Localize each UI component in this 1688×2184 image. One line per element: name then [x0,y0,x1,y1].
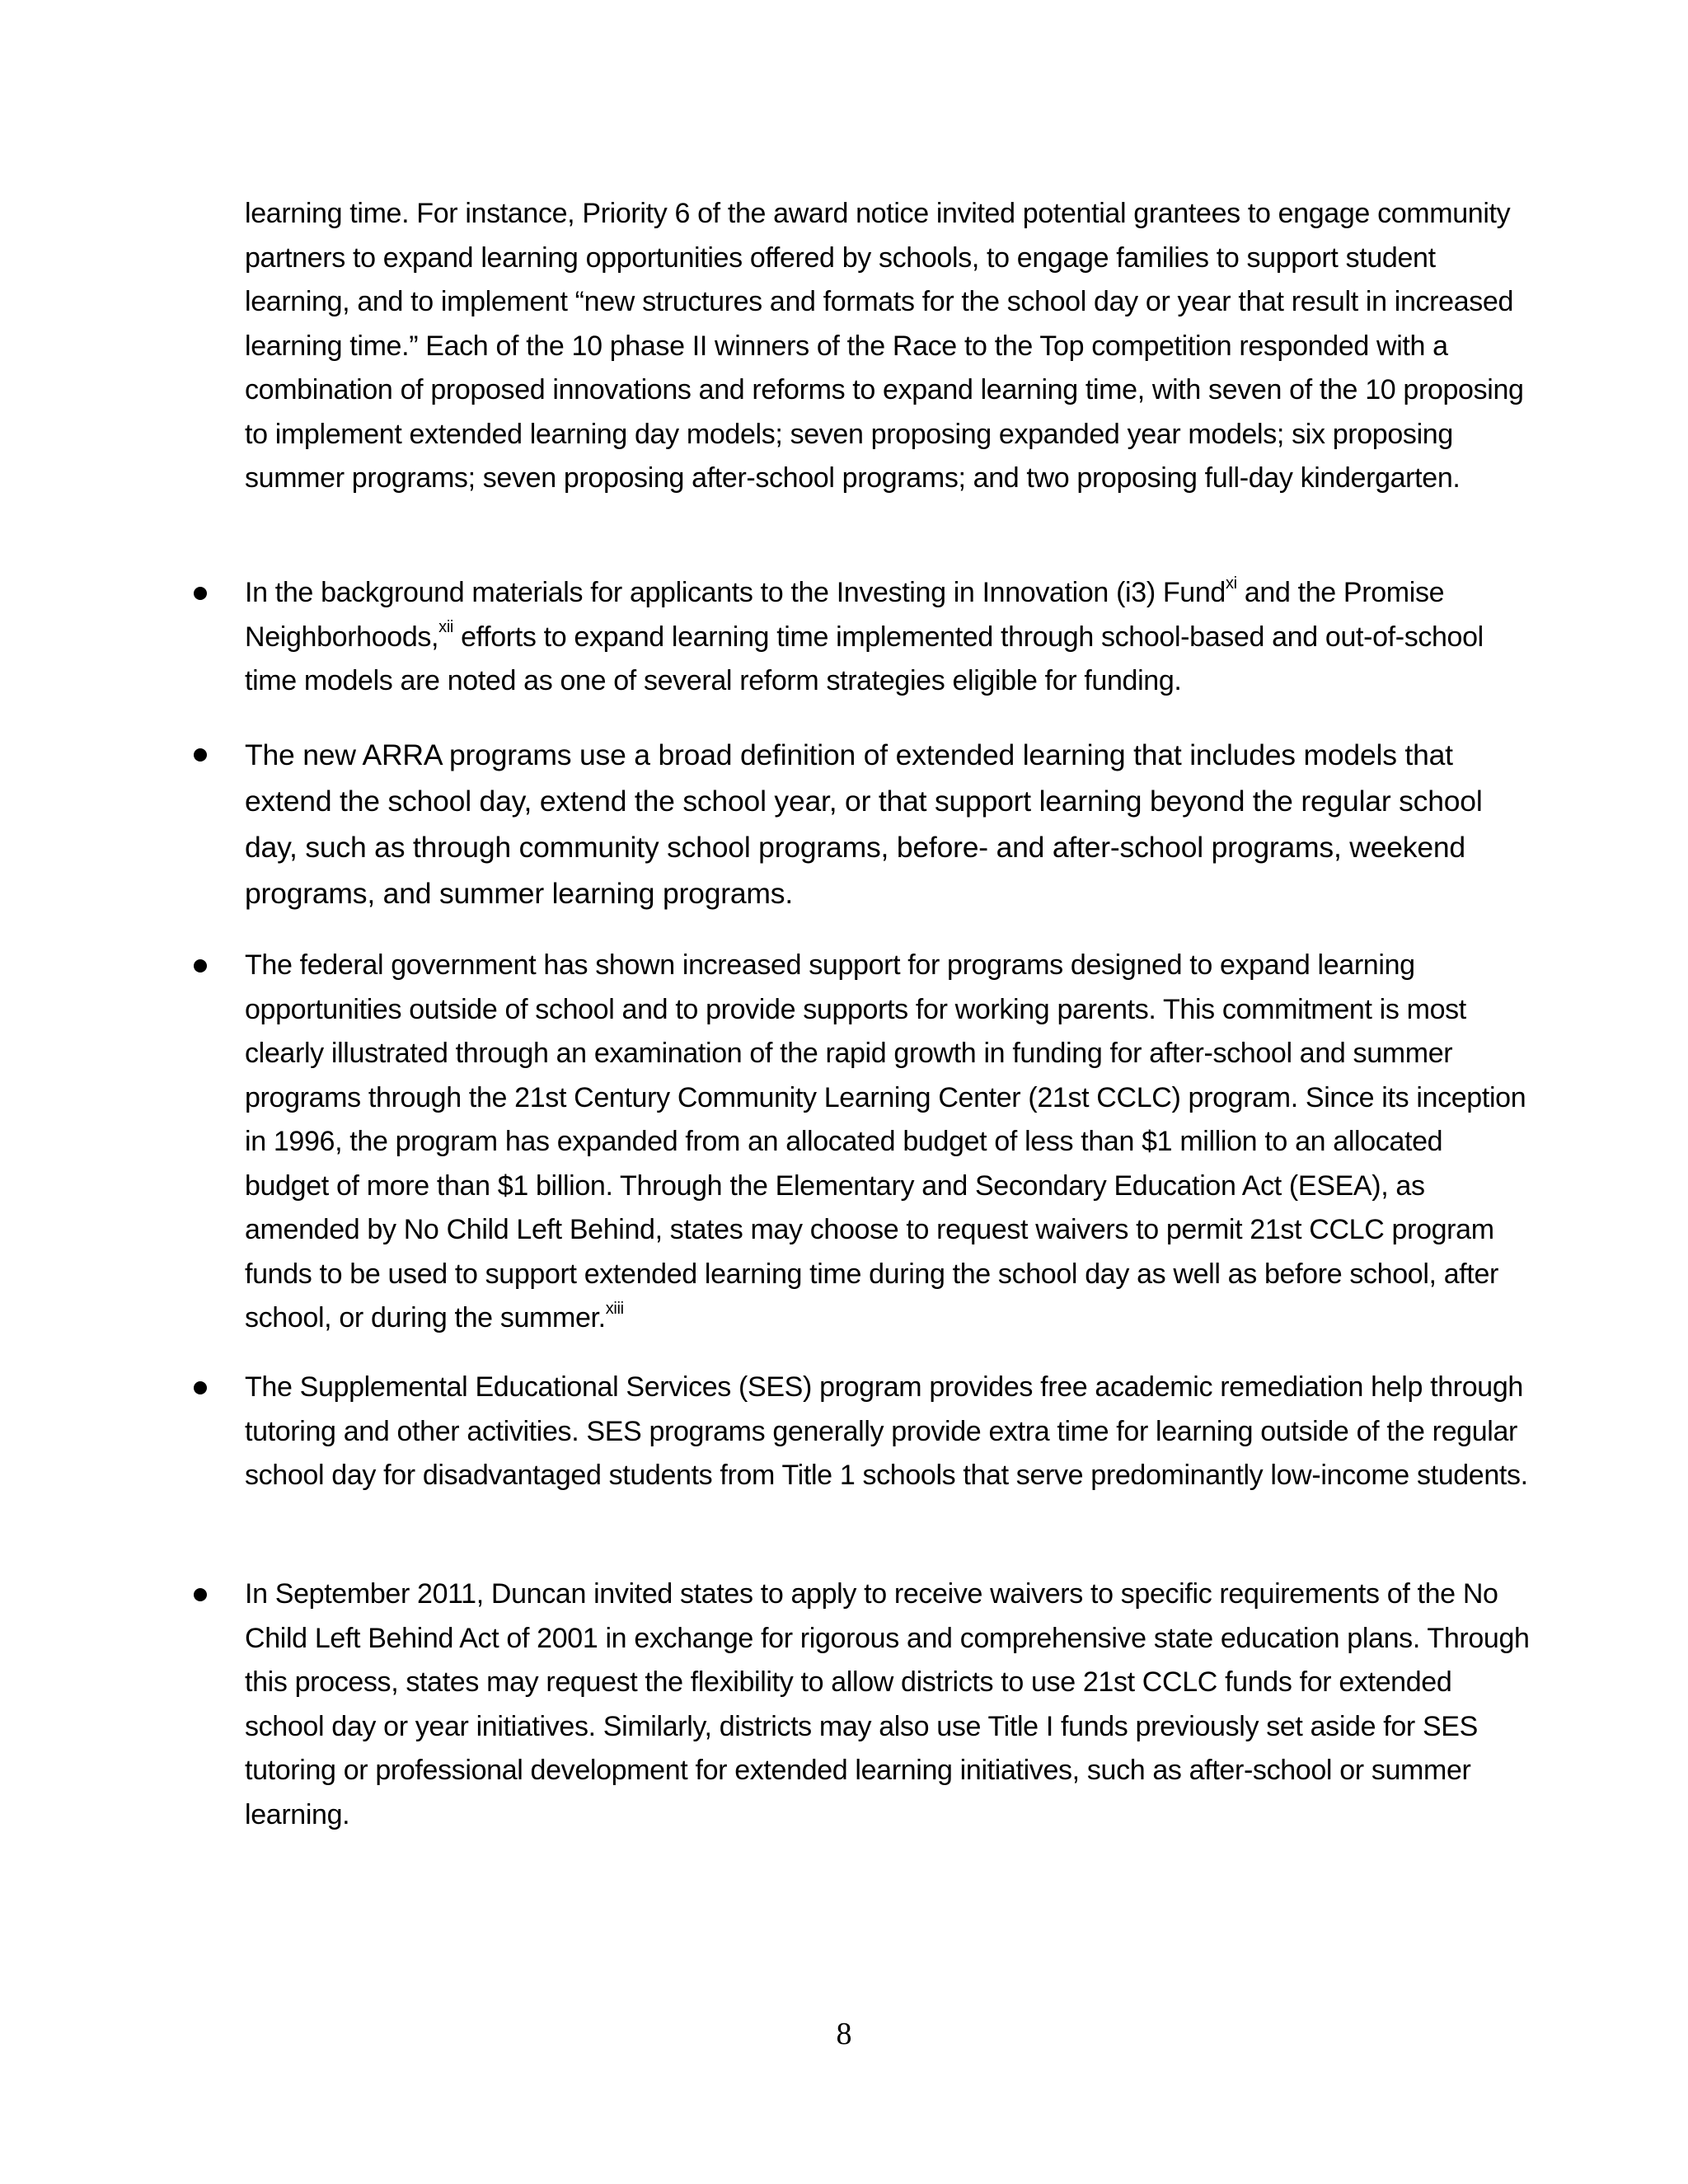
bullet-icon [194,1588,207,1601]
bullet-text: In September 2011, Duncan invited states to apply to receive waivers to specific requirements of the No Child Left Behind Act of 2001 in exchange for rigorous and comprehensive state education plans. Through this process, states may request the flexibility to allow districts to use 21st CCLC funds for extended school day or year initiatives. Similarly, districts may also use Title I funds previously set aside for SES tutoring or professional development for extended learning initiatives, such as after-school or summer learning. [245,1578,1530,1830]
endnote-marker[interactable]: xiii [605,1299,624,1318]
bullet-text [245,944,1531,1341]
bullet-text-part: The federal government has shown increased support for programs designed to expand learning opportunities outside of school and to provide supports for working parents. This commitment is most clearly illustrated through an examination of the rapid growth in funding for after-school and summer programs through the 21st Century Community Learning Center (21st CCLC) program. Since its inception in 1996, the program has expanded from an allocated budget of less than $1 million to an allocated budget of more than $1 billion. Through the Elementary and Secondary Education Act (ESEA), as amended by No Child Left Behind, states may choose to request waivers to permit 21st CCLC program funds to be used to support extended learning time during the school day as well as before school, after school, or during the summer. [245,949,1526,1333]
endnote-marker[interactable]: xii [438,618,454,637]
bullet-icon [194,959,207,972]
bullet-text [245,571,1531,704]
bullet-icon [194,748,207,762]
continued-paragraph: learning time. For instance, Priority 6 of the award notice invited potential grantees to engage community partners to expand learning opportunities offered by schools, to engage families to support student learning, and to implement “new structures and formats for the school day or year that result in increased learning time.” Each of the 10 phase II winners of the Race to the Top competition responded with a combination of proposed innovations and reforms to expand learning time, with seven of the 10 proposing to implement extended learning day models; seven proposing expanded year models; six proposing summer programs; seven proposing after-school programs; and two proposing full-day kindergarten. [245,198,1524,494]
page-number: 8 [836,2017,852,2051]
bullet-icon [194,1381,207,1394]
bullet-text-part: efforts to expand learning time implemented through school-based and out-of-school time models are noted as one of several reform strategies eligible for funding. [245,621,1484,696]
bullet-text-part: In the background materials for applicants to the Investing in Innovation (i3) Fund [245,577,1226,608]
endnote-marker[interactable]: xi [1226,574,1237,593]
bullet-text: The Supplemental Educational Services (SES) program provides free academic remediation help through tutoring and other activities. SES programs generally provide extra time for learning outside of the regular school day for disadvantaged students from Title 1 schools that serve predominantly low-income students. [245,1371,1528,1491]
bullet-text-part: and the Promise Neighborhoods, [245,577,1445,653]
bullet-icon [194,587,207,600]
bullet-text: The new ARRA programs use a broad definition of extended learning that includes models that extend the school day, extend the school year, or that support learning beyond the regular school day, such as through community school programs, before- and after-school programs, weekend programs, and summer learning programs. [245,738,1483,910]
